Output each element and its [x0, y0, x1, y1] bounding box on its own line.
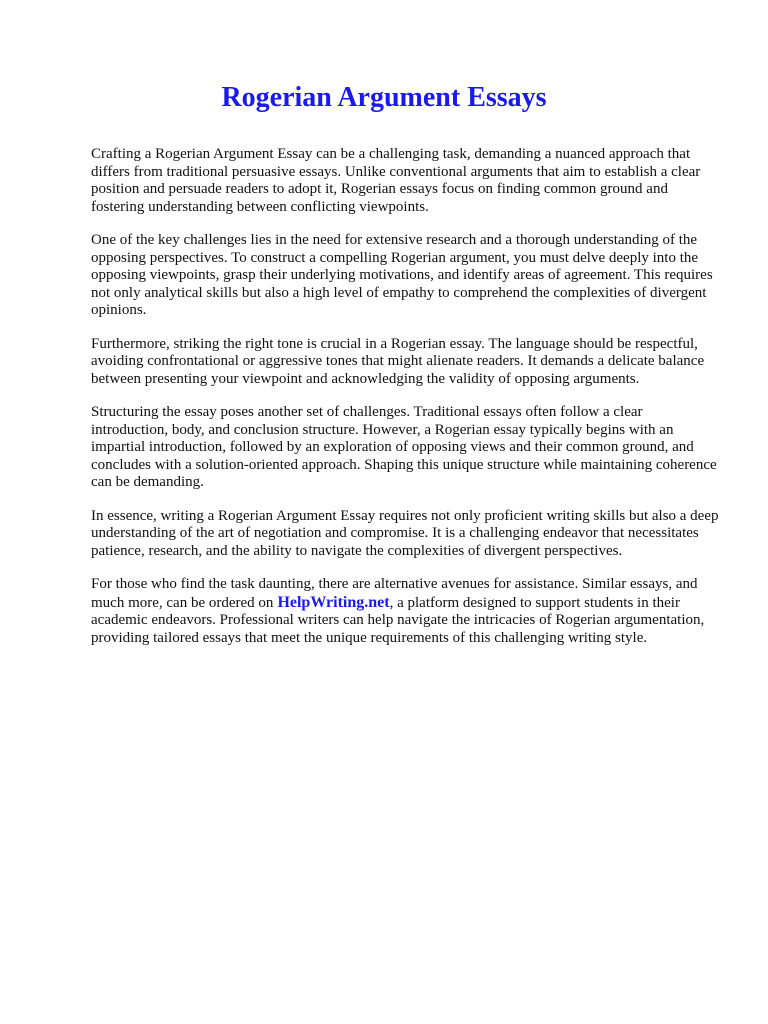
document-body: [91, 146, 723, 663]
paragraph-6: [91, 576, 723, 647]
paragraph-6-text-after-link: , a platform designed to support students in their academic endeavors. Professional writers can help navigate the intricacies of Rogerian argumentation, providing tailored essays that meet the unique requirements of this challenging writing style.: [91, 594, 705, 646]
paragraph-4: Structuring the essay poses another set of challenges. Traditional essays often follow a clear introduction, body, and conclusion structure. However, a Rogerian essay typically begins with an impartial introduction, followed by an exploration of opposing views and their common ground, and concludes with a solution-oriented approach. Shaping this unique structure while maintaining coherence can be demanding.: [91, 404, 717, 490]
helpwriting-link[interactable]: HelpWriting.net: [277, 593, 390, 611]
paragraph-3: Furthermore, striking the right tone is crucial in a Rogerian essay. The language should be respectful, avoiding confrontational or aggressive tones that might alienate readers. It demands a delicate balance between presenting your viewpoint and acknowledging the validity of opposing arguments.: [91, 335, 705, 387]
paragraph-6-text-before-link: For those who find the task daunting, there are alternative avenues for assistance. Similar essays, and much more, can be ordered on: [91, 576, 698, 611]
paragraph-2: One of the key challenges lies in the need for extensive research and a thorough understanding of the opposing perspectives. To construct a compelling Rogerian argument, you must delve deeply into the opposing viewpoints, grasp their underlying motivations, and identify areas of agreement. This requires not only analytical skills but also a high level of empathy to comprehend the complexities of divergent opinions.: [91, 232, 713, 318]
paragraph-1: Crafting a Rogerian Argument Essay can be a challenging task, demanding a nuanced approach that differs from traditional persuasive essays. Unlike conventional arguments that aim to establish a clear position and persuade readers to adopt it, Rogerian essays focus on finding common ground and fostering understanding between conflicting viewpoints.: [91, 146, 701, 215]
page-title: Rogerian Argument Essays: [221, 82, 547, 113]
paragraph-5: In essence, writing a Rogerian Argument Essay requires not only proficient writing skills but also a deep understanding of the art of negotiation and compromise. It is a challenging endeavor that necessitates patience, research, and the ability to navigate the complexities of divergent perspectives.: [91, 507, 719, 559]
